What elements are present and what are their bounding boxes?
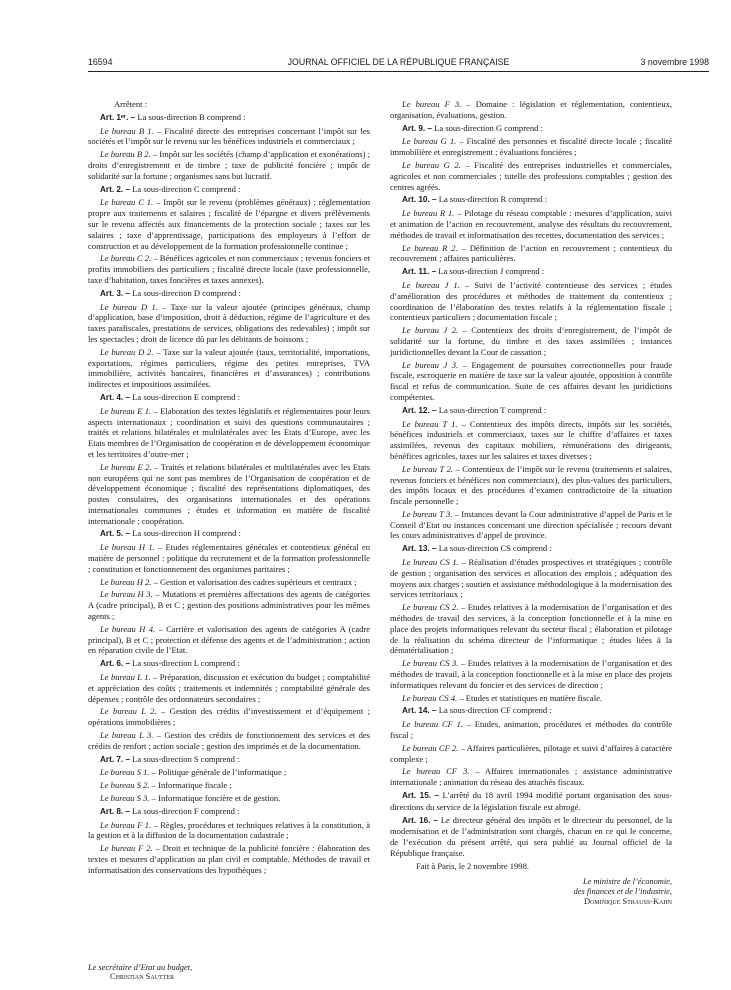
bureau-text: – Instances devant la Cour administrative d’appel de Paris et le Conseil d’Etat ou instances concernant une direction spécialisée ; recours devant les cours administratives d’appel de province.	[390, 508, 672, 541]
bureau-text: – Mutations et premières affectations des agents de catégories A (cadre principal), B et C ; gestion des positions administratives pour les mêmes agents ;	[88, 589, 370, 622]
bureau-entry	[88, 197, 370, 251]
bureau-text: – Informatique foncière et de gestion.	[149, 793, 281, 804]
bureau-label: Le bureau R 1.	[402, 208, 455, 219]
issue-date: 3 novembre 1998	[640, 57, 709, 67]
article-text: La sous-direction C comprend :	[130, 183, 241, 194]
bureau-label: Le bureau F 2.	[100, 843, 153, 854]
bureau-label: Le bureau L 1.	[100, 672, 151, 683]
bureau-label: Le bureau S 2.	[100, 780, 150, 791]
bureau-label: Le bureau L 3.	[100, 730, 154, 741]
paragraph-text: Arrêtent :	[114, 99, 147, 109]
article-number: Art. 12. –	[402, 405, 437, 415]
article-paragraph	[390, 705, 672, 717]
bureau-text: – Affaires internationales ; assistance administrative internationale ; animation du réseau des attachés fiscaux.	[390, 766, 672, 788]
paragraph	[390, 861, 672, 872]
right-column	[390, 99, 672, 908]
bureau-label: Le bureau B 2.	[100, 149, 151, 160]
bureau-label: Le bureau C 1.	[100, 197, 154, 208]
bureau-text: – Contentieux des impôts directs, impôts sur les sociétés, bénéfices industriels et commerciaux, taxes sur le chiffre d’affaires et taxes assimilées, revenus des capitaux mobiliers, rémunérations des dirigeants, bénéfices agricoles, taxes sur les salaires et taxes diverses ;	[390, 418, 672, 461]
bureau-entry	[88, 730, 370, 752]
bureau-label: Le bureau T 3.	[402, 508, 453, 519]
article-text: La sous-direction E comprend :	[130, 391, 240, 402]
bureau-text: – Bénéfices agricoles et non commerciaux ; revenus fonciers et profits immobiliers des particuliers ; fiscalité directe locale (taxe professionnelle, taxe d’habitation, taxes foncières et taxes annexes).	[88, 253, 370, 285]
bureau-label: Le bureau CS 2.	[402, 602, 459, 613]
bureau-label: Le bureau CS 4.	[402, 692, 458, 703]
article-number: Art. 4. –	[100, 392, 131, 402]
bureau-text: – Contentieux de l’impôt sur le revenu (traitements et salaires, revenus fonciers et bénéfices non commerciaux), des plus-values des particuliers, des impôts locaux et des procédures d’examen contradictoire de la situation fiscale personnelle ;	[390, 463, 672, 507]
bureau-text: – Réalisation d’études prospectives et stratégiques ; contrôle de gestion ; organisation des services et allocation des emplois ; adéquation des moyens aux charges ; soutien et assistance méthodologique à la modernisation des services territoriaux ;	[390, 557, 672, 600]
bureau-label: Le bureau H 3.	[100, 589, 153, 600]
bureau-entry	[88, 843, 370, 875]
bureau-entry	[390, 602, 672, 656]
bureau-text: – Informatique fiscale ;	[149, 780, 232, 791]
bureau-label: Le bureau T 1.	[402, 418, 458, 429]
article-paragraph	[390, 815, 672, 859]
bureau-text: – Affaires particulières, pilotage et suivi d’affaires à caractère complexe ;	[390, 742, 673, 764]
article-number: Art. 8. –	[100, 806, 131, 816]
bureau-entry	[390, 160, 672, 192]
bureau-text: – Contentieux des droits d’enregistrement, de l’impôt de solidarité sur la fortune, du timbre et des taxes assimilées ; instances juridictionnelles devant la Cour de cassation ;	[390, 325, 672, 357]
secretary-signature	[88, 960, 370, 981]
bureau-label: Le bureau C 2.	[100, 253, 152, 264]
article-text: La sous-direction G comprend :	[432, 122, 543, 133]
bureau-label: Le bureau L 2.	[100, 706, 157, 717]
article-paragraph	[88, 288, 370, 300]
bureau-entry	[88, 149, 370, 181]
bureau-label: Le bureau G 2.	[402, 159, 461, 170]
article-text: La sous-direction S comprend :	[130, 753, 240, 764]
article-paragraph	[390, 543, 672, 555]
bureau-text: – Traités et relations bilatérales et multilatérales avec les Etats non européens qui ne sont pas membres de l’Organisation de coopération et de développement économique ; fiscalité des représentations diplomatiques, des postes consulaires, des organisations internationales et des opérations internationales communes ; études et information en matière de fiscalité internationale ; coopération.	[88, 461, 371, 526]
bureau-label: Le bureau E 1.	[100, 405, 152, 416]
bureau-entry	[390, 557, 672, 600]
bureau-entry	[88, 462, 370, 527]
article-number: Art. 5. –	[100, 529, 131, 539]
bureau-text: – Gestion des crédits d’investissement et d’équipement ; opérations immobilières ;	[88, 706, 370, 728]
bureau-entry	[88, 302, 370, 345]
article-text: L’arrêté du 18 avril 1994 modifié portant organisation des sous-directions du service de la législation fiscale est abrogé.	[390, 790, 672, 812]
bureau-text: – Gestion et valorisation des cadres supérieurs et centraux ;	[151, 576, 357, 587]
bureau-entry	[390, 136, 672, 158]
bureau-text: – Droit et technique de la publicité foncière : élaboration des textes et mesures d’application au plan civil et comptable. Méthodes de travail et informatisation des conservations des hypothèques ;	[88, 843, 371, 875]
bureau-entry	[88, 347, 370, 390]
bureau-text: – Taxe sur la valeur ajoutée (principes généraux, champ d’application, base d’imposition, droit à déduction, régime de l’agriculture et des taxes parafiscales, prestations de services, obligations des redevables) ; impôt sur les spectacles ; droit de licence dû par les débitants de boissons ;	[88, 301, 370, 344]
bureau-entry	[88, 126, 370, 148]
bureau-entry	[390, 208, 672, 240]
page-number: 16594	[88, 57, 113, 67]
article-text: La sous-direction D comprend :	[130, 287, 241, 298]
minister-signature	[390, 877, 672, 908]
bureau-text: – Suivi de l’activité contentieuse des services ; études d’amélioration des procédures et méthodes de traitement du contentieux ; coordination de l’élaboration des textes relatifs à la réglementation fiscale ; contentieux particuliers ; documentation fiscale ;	[390, 279, 673, 323]
journal-title: JOURNAL OFFICIEL DE LA RÉPUBLIQUE FRANÇAISE	[287, 57, 510, 67]
bureau-label: Le bureau T 2.	[402, 463, 453, 474]
article-paragraph	[88, 392, 370, 404]
bureau-entry	[88, 589, 370, 621]
left-column	[88, 99, 370, 878]
bureau-label: Le bureau F 3.	[402, 99, 462, 109]
article-paragraph	[88, 658, 370, 670]
bureau-text: – Engagement de poursuites correctionnelles pour fraude fiscale, escroquerie en matière de taxe sur la valeur ajoutée, opposition à contrôle fiscal et refus de communication. Suite de ces affaires devant les juridictions compétentes.	[390, 359, 672, 402]
bureau-text: – Taxe sur la valeur ajoutée (taux, territorialité, importations, exportations, régimes particuliers, régime des petites entreprises, TVA immobilière, activités bancaires, financières et d’assurances) ; contributions indirectes et impositions assimilées.	[88, 346, 370, 390]
bureau-text: – Domaine : législation et réglementation, contentieux, organisation, évaluations, gestion.	[390, 99, 672, 120]
right-column-body	[390, 99, 672, 872]
article-text: La sous-direction CS comprend :	[436, 543, 552, 554]
bureau-text: – Impôt sur le revenu (problèmes généraux) ; réglementation propre aux traitements et salaires ; fiscalité de l’épargne et divers prélèvements sur le revenu affectés aux financements de la protection sociale ; taxes sur les salaires ; taxe d’apprentissage, participations des employeurs à l’effort de construction et au développement de la formation professionnelle continue ;	[88, 197, 370, 251]
article-number: Art. 6. –	[100, 659, 131, 669]
bureau-label: Le bureau G 1.	[402, 136, 457, 147]
secretary-name: Christian Sautter	[110, 972, 174, 981]
bureau-entry	[390, 719, 672, 741]
bureau-text: – Politique générale de l’informatique ;	[149, 767, 287, 778]
article-paragraph	[390, 405, 672, 417]
article-number: Art. 2. –	[100, 184, 131, 194]
bureau-label: Le bureau S 3.	[100, 793, 150, 804]
bureau-entry	[88, 672, 370, 704]
bureau-label: Le bureau F 1.	[100, 819, 152, 830]
bureau-text: – Fiscalité des personnes et fiscalité directe locale ; fiscalité immobilière et enregistrement ; évaluations foncières ;	[390, 136, 672, 158]
bureau-entry	[390, 280, 672, 323]
secretary-title: Le secrétaire d’Etat au budget,	[88, 963, 193, 972]
bureau-label: Le bureau E 2.	[100, 461, 152, 472]
bureau-label: Le bureau D 1.	[100, 301, 158, 312]
bureau-entry	[88, 624, 370, 656]
article-number: Art. 16. –	[402, 815, 438, 825]
article-paragraph	[88, 754, 370, 766]
bureau-entry	[390, 658, 672, 690]
bureau-entry	[390, 360, 672, 403]
bureau-text: – Fiscalité directe des entreprises concernant l’impôt sur les sociétés et l’impôt sur le revenu sur les bénéfices industriels et commerciaux ;	[88, 125, 370, 147]
bureau-text: – Préparation, discussion et exécution du budget ; comptabilité et appréciation des coûts ; traitements et indemnités ; comptabilité générale des dépenses ; contrôle des ordonnateurs secondaires ;	[88, 672, 370, 704]
article-number: Art. 13. –	[402, 544, 437, 554]
bureau-label: Le bureau H 1.	[100, 542, 155, 553]
bureau-text: – Règles, procédures et techniques relatives à la constitution, à la gestion et à la diffusion de la documentation cadastrale ;	[88, 819, 371, 841]
bureau-entry	[390, 325, 672, 357]
page-header	[88, 57, 709, 71]
article-number: Art. 7. –	[100, 754, 131, 764]
article-paragraph	[390, 123, 672, 135]
article-text: La sous-direction T comprend :	[436, 404, 547, 415]
bureau-text: – Etudes relatives à la modernisation de l’organisation et des méthodes de travail, à la conception fonctionnelle et à la mise en place des projets informatiques relevant du foncier et des services de direction ;	[390, 658, 672, 690]
bureau-label: Le bureau H 2.	[100, 576, 152, 587]
bureau-label: Le bureau H 4.	[100, 623, 156, 634]
article-paragraph	[88, 806, 370, 818]
article-paragraph	[390, 194, 672, 206]
article-number: Art. 10. –	[402, 195, 437, 205]
header-rule	[88, 71, 709, 72]
article-text: La sous-direction H comprend :	[130, 528, 241, 539]
bureau-text: – Etudes réglementaires générales et contentieux général en matière de personnel : politique du recrutement et de la formation professionnelle ; constitution et fonctionnement des organismes paritaires ;	[88, 542, 370, 574]
minister-title-1: Le ministre de l’économie,	[582, 876, 672, 886]
bureau-label: Le bureau CS 1.	[402, 557, 459, 568]
bureau-text: – Définition de l’action en recouvrement ; contentieux du recouvrement ; affaires particulières.	[390, 242, 672, 264]
article-paragraph	[88, 112, 370, 124]
bureau-entry	[390, 419, 672, 462]
bureau-entry	[88, 406, 370, 460]
bureau-entry	[390, 509, 672, 541]
bureau-text: – Elaboration des textes législatifs et réglementaires pour leurs aspects internationaux ; coordination et suivi des questions communautaires ; traités et relations bilatérales et multilatérales avec les Etats d’Europe, avec les Etats membres de l’Organisation de coopération et de développement économique et les territoires d’outre-mer ;	[88, 405, 370, 459]
article-paragraph	[390, 790, 672, 813]
bureau-entry	[390, 743, 672, 765]
bureau-label: Le bureau CF 3.	[402, 766, 470, 777]
bureau-label: Le bureau B 1.	[100, 125, 154, 136]
bureau-label: Le bureau D 2.	[100, 346, 154, 357]
bureau-label: Le bureau S 1.	[100, 767, 150, 778]
bureau-entry	[88, 577, 370, 588]
article-number: Art. 14. –	[402, 706, 437, 716]
article-text: La sous-direction F comprend :	[130, 805, 240, 816]
article-number: Art. 11. –	[402, 267, 437, 277]
bureau-text: – Impôt sur les sociétés (champ d’application et exonérations) ; droits d’enregistrement et de timbre ; taxe de publicité foncière ; impôt de solidarité sur la fortune ; organismes sans but lucratif.	[88, 149, 370, 181]
paragraph	[88, 99, 370, 110]
paragraph-text: Fait à Paris, le 2 novembre 1998.	[416, 860, 529, 871]
article-paragraph	[88, 184, 370, 196]
article-text: La sous-direction R comprend :	[436, 194, 547, 205]
article-number: Art. 1ᵉʳ. –	[100, 112, 136, 122]
article-paragraph	[88, 528, 370, 540]
bureau-text: – Etudes et statistiques en matière fiscale.	[457, 692, 603, 703]
bureau-entry	[88, 767, 370, 778]
bureau-entry	[88, 780, 370, 791]
bureau-text: – Gestion des crédits de fonctionnement des services et des crédits de renfort ; action sociale ; gestion des imprimés et de la documentation.	[88, 730, 370, 751]
bureau-entry	[88, 820, 370, 842]
bureau-entry	[390, 99, 672, 121]
article-text: La sous-direction B comprend :	[135, 111, 246, 122]
bureau-entry	[88, 253, 370, 285]
bureau-label: Le bureau CS 3.	[402, 658, 459, 669]
bureau-entry	[390, 243, 672, 265]
article-text: La sous-direction L comprend :	[130, 658, 240, 669]
article-paragraph	[390, 266, 672, 278]
bureau-entry	[390, 693, 672, 704]
bureau-text: – Etudes, animation, procédures et méthodes du contrôle fiscal ;	[390, 719, 672, 741]
bureau-entry	[390, 464, 672, 507]
article-number: Art. 9. –	[402, 123, 433, 133]
article-number: Art. 3. –	[100, 288, 131, 298]
bureau-text: – Etudes relatives à la modernisation de l’organisation et des méthodes de travail des services, à la conception fonctionnelle et à la mise en place des projets informatiques relevant du secteur fiscal ; élaboration et pilotage de la réalisation du schéma directeur de l’informatique ; études liées à la dématérialisation ;	[390, 602, 672, 656]
bureau-label: Le bureau J 2.	[402, 325, 459, 336]
article-text: La sous-direction J comprend :	[436, 266, 545, 277]
bureau-label: Le bureau R 2.	[402, 242, 458, 253]
minister-name: Dominique Strauss-Kahn	[584, 897, 672, 907]
bureau-label: Le bureau CF 1.	[402, 719, 464, 730]
bureau-text: – Fiscalité des entreprises industrielles et commerciales, agricoles et non commerciales ; tutelle des professions comptables ; gestion des centres agréés.	[390, 159, 672, 192]
bureau-entry	[88, 793, 370, 804]
bureau-text: – Carrière et valorisation des agents de catégories A (cadre principal), B et C ; protection et défense des agents et de l’administration ; action en réparation civile de l’Etat.	[88, 623, 370, 656]
bureau-entry	[390, 766, 672, 788]
bureau-label: Le bureau J 1.	[402, 279, 460, 290]
bureau-label: Le bureau J 3.	[402, 359, 459, 370]
minister-title-2: des finances et de l’industrie,	[573, 887, 672, 896]
article-number: Art. 15. –	[402, 791, 440, 801]
bureau-label: Le bureau CF 2.	[402, 742, 459, 753]
article-text: Le directeur général des impôts et le directeur du personnel, de la modernisation et de l’administration sont chargés, chacun en ce qui le concerne, de l’exécution du présent arrêté, qui sera publié au Journal officiel de la République française.	[390, 814, 673, 858]
bureau-text: – Pilotage du réseau comptable : mesures d’application, suivi et animation de l’action en recouvrement, analyse des résultats du recouvrement, méthodes de travail et informatisation des recettes, documentation des services ;	[390, 208, 672, 240]
bureau-entry	[88, 542, 370, 574]
article-text: La sous-direction CF comprend :	[436, 705, 552, 716]
bureau-entry	[88, 706, 370, 728]
